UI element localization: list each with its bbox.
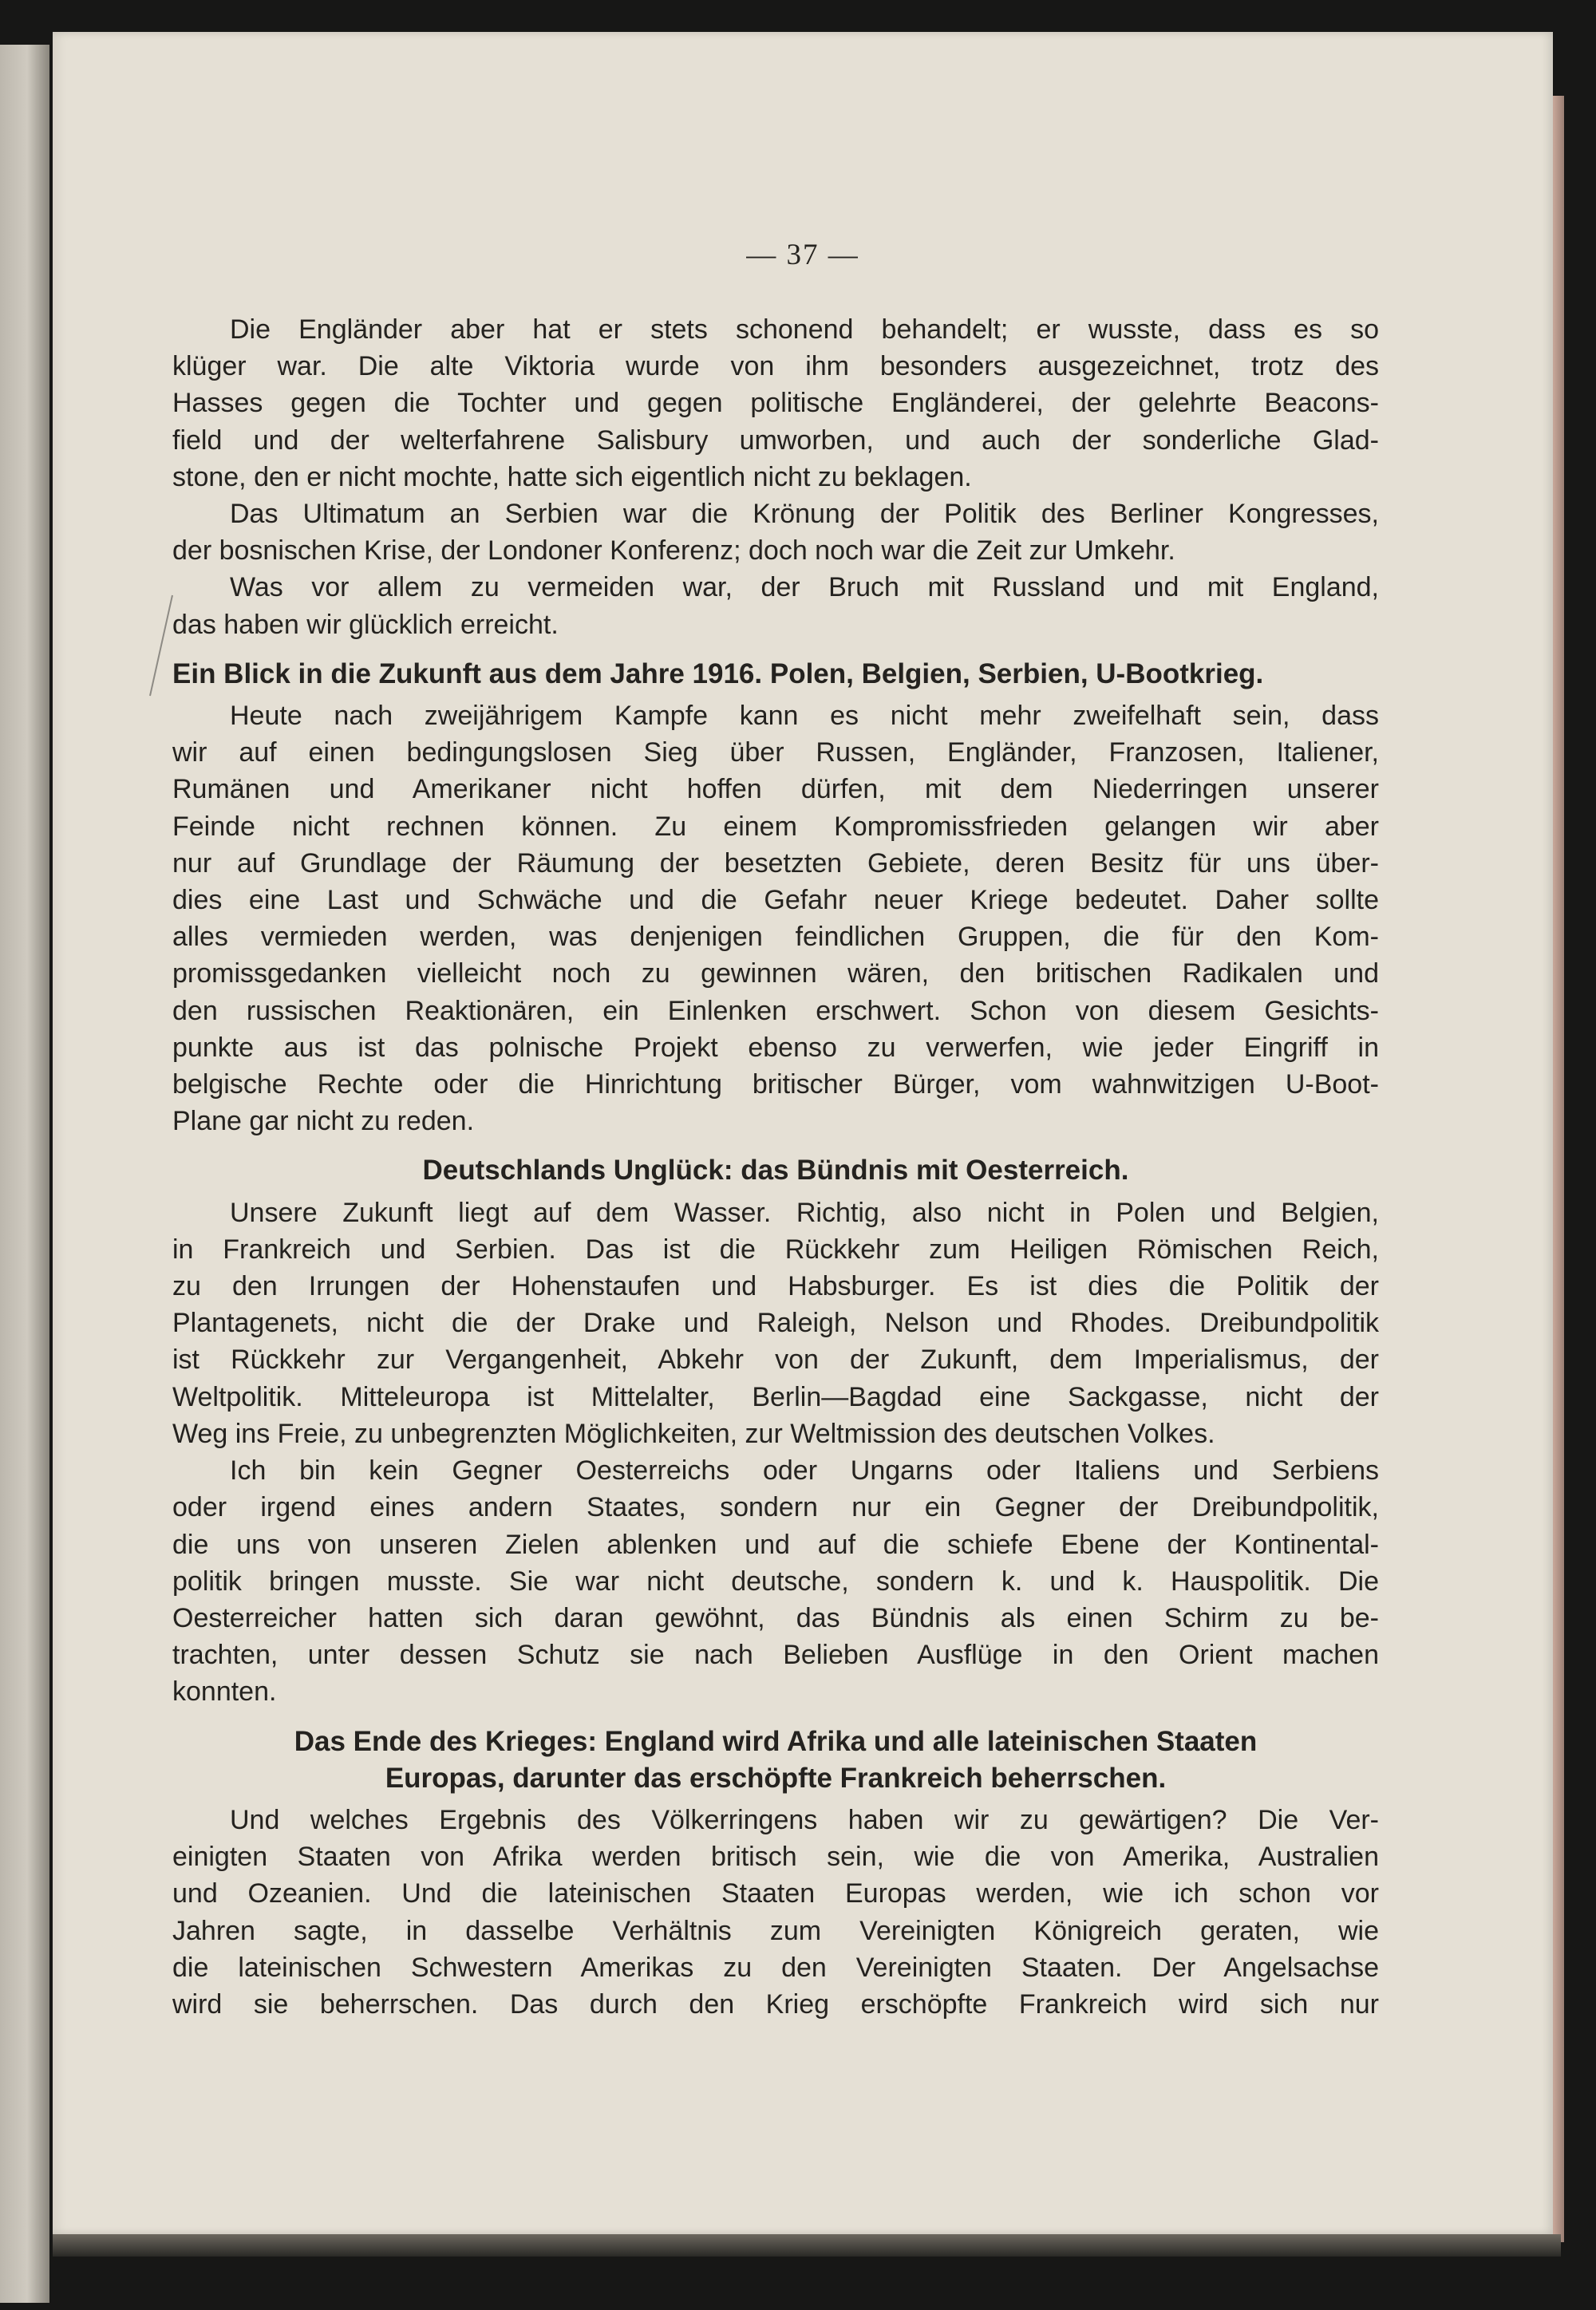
text-line: die lateinischen Schwestern Amerikas zu den Vereinigten Staaten. Der Angelsachse <box>172 1952 1379 1983</box>
paragraph <box>172 1802 1379 2023</box>
text-line: Und welches Ergebnis des Völkerringens haben wir zu gewärtigen? Die Ver- <box>230 1804 1379 1835</box>
text-line: field und der welterfahrene Salisbury umworben, und auch der sonderliche Glad- <box>172 424 1379 456</box>
text-line: trachten, unter dessen Schutz sie nach Belieben Ausflüge in den Orient machen <box>172 1640 1379 1671</box>
text-line: alles vermieden werden, was denjenigen feindlichen Gruppen, die für den Kom- <box>172 922 1379 953</box>
text-line: zu den Irrungen der Hohenstaufen und Habsburger. Es ist dies die Politik der <box>172 1271 1379 1302</box>
text-line: Die Engländer aber hat er stets schonend behandelt; er wusste, dass es so <box>230 314 1379 345</box>
text-column <box>172 311 1379 2023</box>
heading-line: Das Ende des Krieges: England wird Afrika und alle lateinischen Staaten <box>294 1725 1258 1757</box>
text-line: die uns von unseren Zielen ablenken und auf die schiefe Ebene der Kontinental- <box>172 1529 1379 1560</box>
text-line: Ich bin kein Gegner Oesterreichs oder Ungarns oder Italiens und Serbiens <box>230 1455 1379 1487</box>
text-line: Weltpolitik. Mitteleuropa ist Mittelalter, Berlin—Bagdad eine Sackgasse, nicht der <box>172 1381 1379 1412</box>
text-line: konnten. <box>172 1676 277 1708</box>
text-line: Feinde nicht rechnen können. Zu einem Kompromissfrieden gelangen wir aber <box>172 811 1379 842</box>
text-line: nur auf Grundlage der Räumung der besetzten Gebiete, deren Besitz für uns über- <box>172 847 1379 879</box>
text-line: promissgedanken vielleicht noch zu gewinnen wären, den britischen Radikalen und <box>172 958 1379 989</box>
text-line: und Ozeanien. Und die lateinischen Staaten Europas werden, wie ich schon vor <box>172 1878 1379 1909</box>
text-line: Plantagenets, nicht die der Drake und Raleigh, Nelson und Rhodes. Dreibundpolitik <box>172 1308 1379 1339</box>
text-line: der bosnischen Krise, der Londoner Konferenz; doch noch war die Zeit zur Umkehr. <box>172 535 1175 567</box>
page-number: — 37 — <box>746 239 859 271</box>
text-line: oder irgend eines andern Staates, sondern nur ein Gegner der Dreibundpolitik, <box>172 1492 1379 1523</box>
text-line: dies eine Last und Schwäche und die Gefahr neuer Kriege bedeutet. Daher sollte <box>172 885 1379 916</box>
paragraph <box>172 496 1379 569</box>
paragraph <box>172 311 1379 496</box>
text-line: Unsere Zukunft liegt auf dem Wasser. Richtig, also nicht in Polen und Belgien, <box>230 1197 1379 1228</box>
text-line: stone, den er nicht mochte, hatte sich eigentlich nicht zu beklagen. <box>172 461 972 492</box>
text-line: ist Rückkehr zur Vergangenheit, Abkehr von der Zukunft, dem Imperialismus, der <box>172 1345 1379 1376</box>
section-heading <box>172 1724 1379 1797</box>
text-line: das haben wir glücklich erreicht. <box>172 609 559 640</box>
text-line: Oesterreicher hatten sich daran gewöhnt, das Bündnis als einen Schirm zu be- <box>172 1602 1379 1633</box>
text-line: Was vor allem zu vermeiden war, der Bruch mit Russland und mit England, <box>230 572 1379 603</box>
text-line: einigten Staaten von Afrika werden britisch sein, wie die von Amerika, Australien <box>172 1842 1379 1873</box>
text-line: Weg ins Freie, zu unbegrenzten Möglichkeiten, zur Weltmission des deutschen Volkes. <box>172 1418 1215 1449</box>
text-line: in Frankreich und Serbien. Das ist die Rückkehr zum Heiligen Römischen Reich, <box>172 1234 1379 1265</box>
paragraph <box>172 697 1379 1139</box>
text-line: klüger war. Die alte Viktoria wurde von ihm besonders ausgezeichnet, trotz des <box>172 351 1379 382</box>
text-line: wir auf einen bedingungslosen Sieg über Russen, Engländer, Franzosen, Italiener, <box>172 737 1379 768</box>
book-page <box>53 32 1553 2234</box>
text-line: Das Ultimatum an Serbien war die Krönung der Politik des Berliner Kongresses, <box>230 499 1379 530</box>
text-line: belgische Rechte oder die Hinrichtung britischer Bürger, vom wahnwitzigen U-Boot- <box>172 1069 1379 1100</box>
section-heading: Deutschlands Unglück: das Bündnis mit Oesterreich. <box>422 1155 1129 1187</box>
heading-line: Europas, darunter das erschöpfte Frankreich beherrschen. <box>385 1762 1167 1794</box>
text-line: Plane gar nicht zu reden. <box>172 1106 475 1137</box>
text-line: Heute nach zweijährigem Kampfe kann es nicht mehr zweifelhaft sein, dass <box>230 701 1379 732</box>
text-line: politik bringen musste. Sie war nicht deutsche, sondern k. und k. Hauspolitik. Die <box>172 1566 1379 1597</box>
text-line: Hasses gegen die Tochter und gegen politische Engländerei, der gelehrte Beacons- <box>172 388 1379 419</box>
paragraph <box>172 1452 1379 1710</box>
section-heading: Ein Blick in die Zukunft aus dem Jahre 1916. Polen, Belgien, Serbien, U-Bootkrieg. <box>172 657 1264 689</box>
text-line: Jahren sagte, in dasselbe Verhältnis zum Vereinigten Königreich geraten, wie <box>172 1915 1379 1946</box>
right-page-edge <box>1553 96 1564 2242</box>
left-page-edge <box>0 45 49 2303</box>
text-line: den russischen Reaktionären, ein Einlenken erschwert. Schon von diesem Gesichts- <box>172 995 1379 1026</box>
text-line: punkte aus ist das polnische Projekt ebenso zu verwerfen, wie jeder Eingriff in <box>172 1032 1379 1063</box>
paragraph <box>172 1194 1379 1452</box>
text-line: Rumänen und Amerikaner nicht hoffen dürfen, mit dem Niederringen unserer <box>172 774 1379 805</box>
page-bottom-shadow <box>53 2234 1561 2257</box>
text-line: wird sie beherrschen. Das durch den Krieg erschöpfte Frankreich wird sich nur <box>172 1988 1379 2020</box>
paragraph <box>172 569 1379 642</box>
